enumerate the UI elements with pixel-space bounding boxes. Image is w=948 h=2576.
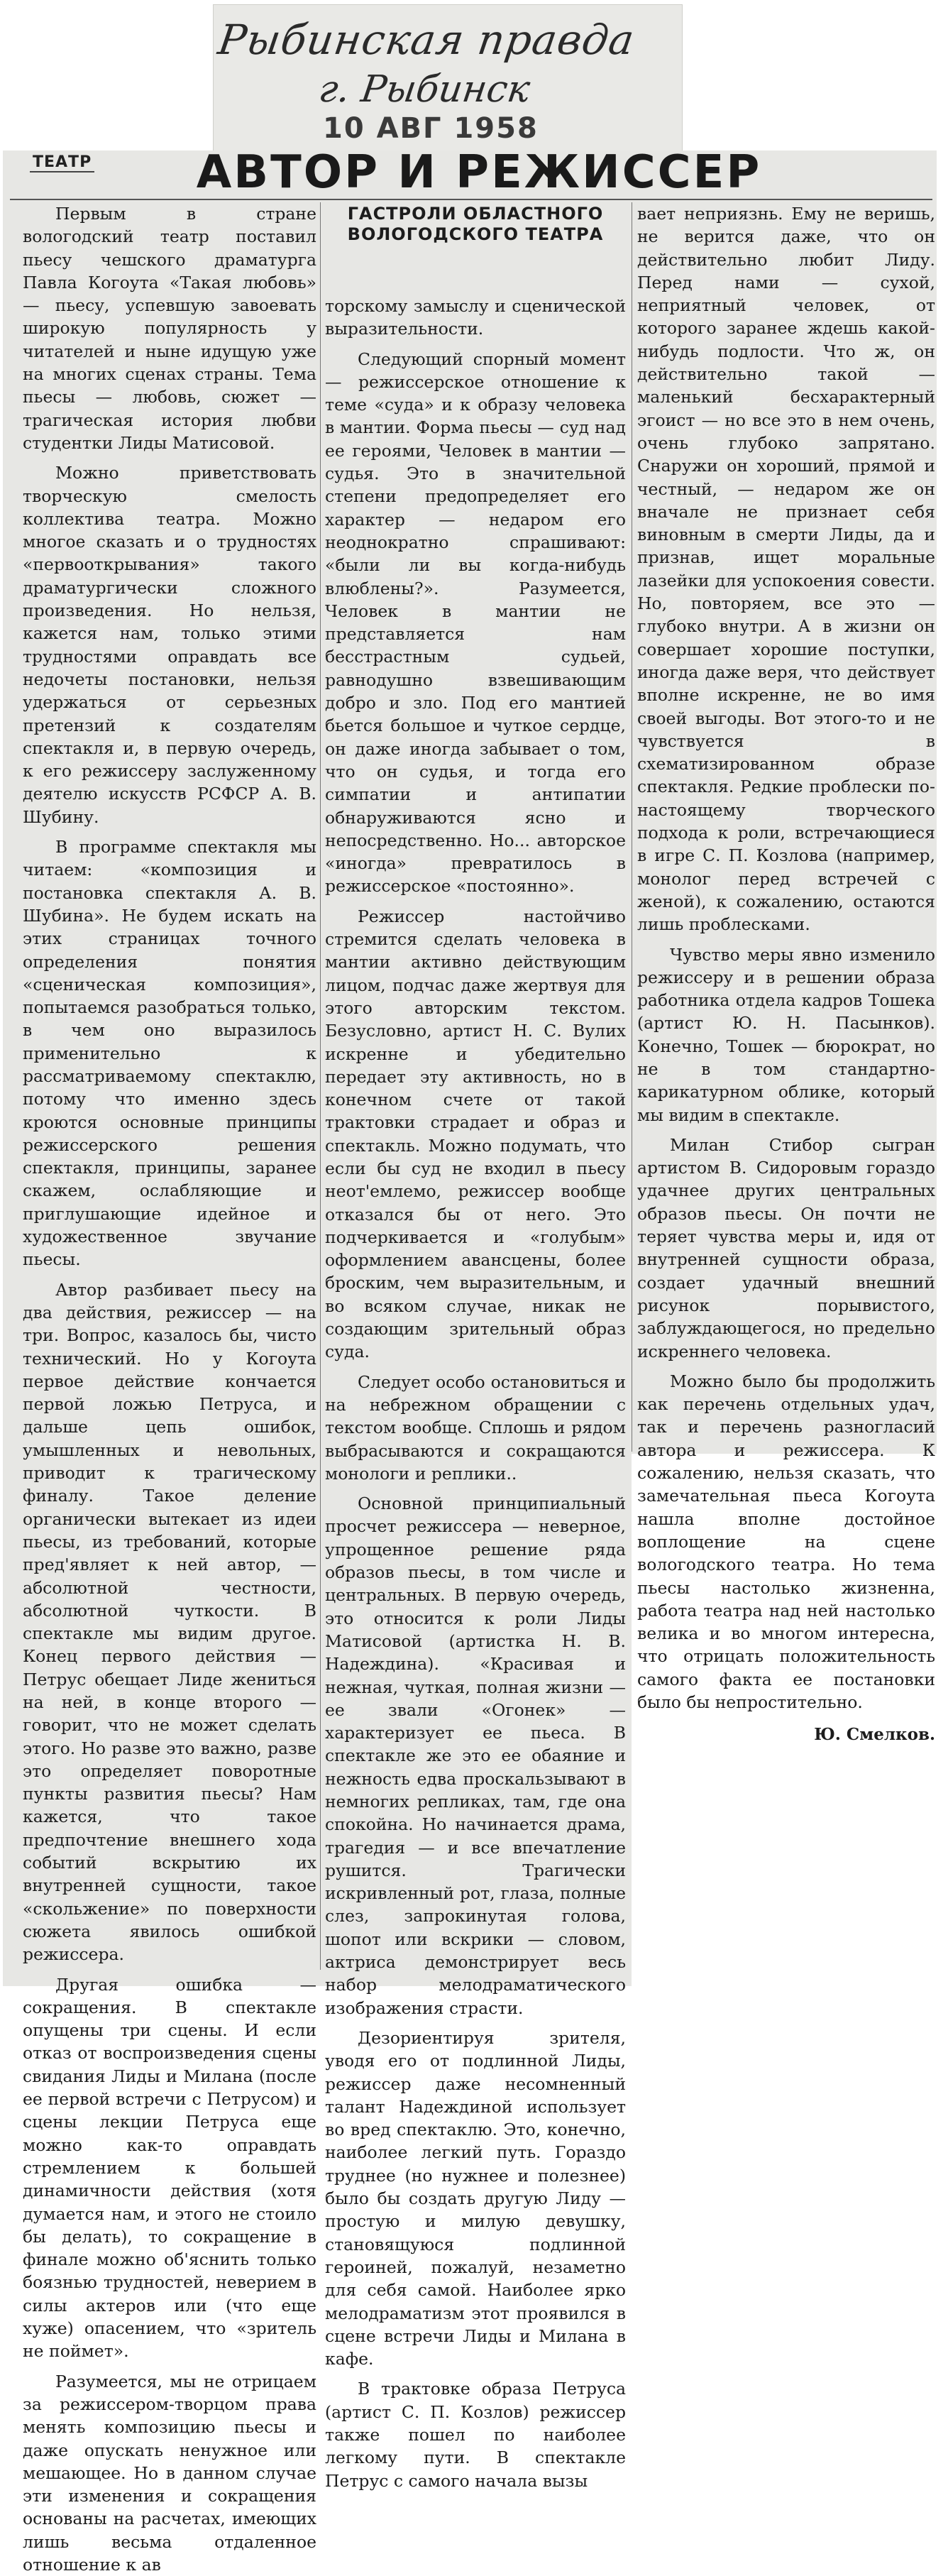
paragraph: Следующий спорный момент — режиссерское отношение к теме «суда» и к образу человека в мантии. Форма пьесы — суд над ее героями, Человек в мантии — судья. Это в значительной степени предопределяет его характер — недаром его неоднократно спрашивают: «были ли вы когда-нибудь влюблены?». Разумеется, Человек в мантии не представляется нам бесстрастным судьей, равнодушно взвешивающим добро и зло. Под его мантией бьется большое и чуткое сердце, он даже иногда забывает о том, что он судья, и тогда его симпатии и антипатии обнаруживаются ясно и непосредственно. Но... авторское «иногда» превратилось в режиссерское «постоянно».	[325, 349, 626, 897]
paragraph: торскому замыслу и сценической выразительности.	[325, 296, 626, 339]
handwritten-newspaper-name: Рыбинская правда	[215, 16, 638, 64]
paragraph: Можно приветствовать творческую смелость коллектива театра. Можно многое сказать и о трудностях «первооткрывания» такого драматургически сложного произведения. Но нельзя, кажется нам, только этими трудностями оправдать все недочеты постановки, нельзя удержаться от серьезных претензий к создателям спектакля и, в первую очередь, к его режиссеру заслуженному деятелю искусств РСФСР А. В. Шубину.	[23, 463, 316, 827]
article-column-1	[23, 202, 316, 2576]
subheadline-line: ГАСТРОЛИ ОБЛАСТНОГО	[347, 204, 604, 224]
article-headline: АВТОР И РЕЖИССЕР	[196, 146, 762, 199]
article-column-2	[325, 202, 626, 2492]
paragraph: Режиссер настойчиво стремится сделать человека в мантии активно действующим лицом, подчас даже жертвуя для этого авторским текстом. Безусловно, артист Н. С. Вулих искренне и убедительно передает эту активность, но в конечном счете от такой трактовки страдает и образ и спектакль. Можно подумать, что если бы суд не входил в пьесу неот'емлемо, режиссер вообще отказался бы от него. Это подчеркивается и «голубым» оформлением авансцены, более броским, чем выразительным, и во всяком случае, никак не создающим зрительный образ суда.	[325, 906, 626, 1362]
article-author: Ю. Смелков.	[814, 1725, 935, 1745]
paragraph: В программе спектакля мы читаем: «композиция и постановка спектакля А. В. Шубина». Не будем искать на этих страницах точного определения понятия «сценическая композиция», попытаемся разобраться только, в чем оно выразилось применительно к рассматриваемому спектаклю, потому что именно здесь кроются основные принципы режиссерского решения спектакля, принципы, заранее скажем, ослабляющие и приглушающие идейное и художественное звучание пьесы.	[23, 837, 316, 1270]
paragraph: В трактовке образа Петруса (артист С. П. Козлов) режиссер также пошел по наиболее легкому пути. В спектакле Петрус с самого начала вызы	[325, 2379, 626, 2491]
column-divider-1	[320, 202, 321, 1970]
paragraph: Основной принципиальный просчет режиссера — неверное, упрощенное решение ряда образов пьесы, в том числе и центральных. В первую очередь, это относится к роли Лиды Матисовой (артистка Н. В. Надеждина). «Красивая и нежная, чуткая, полная жизни — ее звали «Огонек» — характеризует ее пьеса. В спектакле же это ее обаяние и нежность едва проскальзывают в немногих репликах, там, где она спокойна. Но начинается драма, трагедия — и все впечатление рушится. Трагически искривленный рот, глаза, полные слез, запрокинутая голова, шопот или вскрики — словом, актриса демонстрирует весь набор мелодраматического изображения страсти.	[325, 1493, 626, 2018]
paragraph: Первым в стране вологодский театр поставил пьесу чешского драматурга Павла Когоута «Такая любовь» — пьесу, успевшую завоевать широкую популярность у читателей и ныне идущую уже на многих сценах страны. Тема пьесы — любовь, сюжет — трагическая история любви студентки Лиды Матисовой.	[23, 204, 316, 453]
paragraph: Можно было бы продолжить как перечень отдельных удач, так и перечень разногласий автора и режиссера. К сожалению, нельзя сказать, что замечательная пьеса Когоута нашла вполне достойное воплощение на сцене вологодского театра. Но тема пьесы настолько жизненна, работа театра над ней настолько велика и во многом интересна, что отрицать положительность самого факта ее постановки было бы непростительно.	[637, 1371, 935, 1712]
subheadline-line: ВОЛОГОДСКОГО ТЕАТРА	[347, 224, 604, 244]
article-subheadline	[325, 204, 626, 245]
paragraph: Автор разбивает пьесу на два действия, режиссер — на три. Вопрос, казалось бы, чисто технический. Но у Когоута первое действие кончается первой ложью Петруса, и дальше цепь ошибок, умышленных и невольных, приводит к трагическому финалу. Такое деление органически вытекает из идеи пьесы, из требований, которые пред'являет к ней автор, — абсолютной честности, абсолютной чуткости. В спектакле мы видим другое. Конец первого действия — Петрус обещает Лиде жениться на ней, в конце второго — говорит, что не может сделать этого. Но разве это важно, разве это определяет поворотные пункты развития пьесы? Нам кажется, что такое предпочтение внешнего хода событий вскрытию их внутренней сущности, такое «скольжение» по поверхности сюжета явилось ошибкой режиссера.	[23, 1279, 316, 1965]
paragraph: Дезориентируя зрителя, уводя его от подлинной Лиды, режиссер даже несомненный талант Надеждиной использует во вред спектаклю. Это, конечно, наиболее легкий путь. Гораздо труднее (но нужнее и полезнее) было бы создать другую Лиду — простую и милую девушку, становящуюся подлинной героиней, пожалуй, незаметно для себя самой. Наиболее ярко мелодраматизм этот проявился в сцене встречи Лиды и Милана в кафе.	[325, 2027, 626, 2369]
header-rule	[10, 199, 932, 200]
date-stamp: 10 АВГ 1958	[323, 112, 539, 145]
section-rubric: ТЕАТР	[30, 153, 94, 172]
paragraph: Следует особо остановиться и на небрежном обращении с текстом вообще. Сплошь и рядом выбрасываются и сокращаются монологи и реплики..	[325, 1371, 626, 1484]
paragraph: вает неприязнь. Ему не веришь, не верится даже, что он действительно любит Лиду. Перед нами — сухой, неприятный человек, от которого заранее ждешь какой-нибудь подлости. Что ж, он действительно такой — маленький бесхарактерный эгоист — но все это в нем очень, очень глубоко запрятано. Снаружи он хороший, прямой и честный, — недаром же он вначале не признает себя виновным в смерти Лиды, да и признав, ищет моральные лазейки для успокоения совести. Но, повторяем, все это — глубоко внутри. А в жизни он совершает хорошие поступки, иногда даже веря, что действует вполне искренне, не во имя своей выгоды. Вот этого-то и не чувствуется в схематизированном образе спектакля. Редкие проблески по-настоящему творческого подхода к роли, встречающиеся в игре С. П. Козлова (например, монолог перед встречей с женой), к сожалению, остаются лишь проблесками.	[637, 204, 935, 935]
article-column-3	[637, 202, 935, 1747]
paragraph: Разумеется, мы не отрицаем за режиссером-творцом права менять композицию пьесы и даже опускать ненужное или мешающее. Но в данном случае эти изменения и сокращения основаны на расчетах, имеющих лишь весьма отдаленное отношение к ав	[23, 2371, 316, 2575]
paragraph: Милан Стибор сыгран артистом В. Сидоровым гораздо удачнее других центральных образов пьесы. Он почти не теряет чувства меры и, идя от внутренней сущности образа, создает удачный внешний рисунок порывистого, заблуждающегося, но предельно искреннего человека.	[637, 1134, 935, 1361]
paragraph: Чувство меры явно изменило режиссеру и в решении образа работника отдела кадров Тошека (артист Ю. Н. Пасынков). Конечно, Тошек — бюрократ, но не в том стандартно-карикатурном облике, который мы видим в спектакле.	[637, 944, 935, 1125]
paragraph: Другая ошибка — сокращения. В спектакле опущены три сцены. И если отказ от воспроизведения сцены свидания Лиды и Милана (после ее первой встречи с Петрусом) и сцены лекции Петруса еще можно как-то оправдать стремлением к большей динамичности действия (хотя думается нам, и этого не стоило бы делать), то сокращение в финале можно об'яснить только боязнью трудностей, неверием в силы актеров или (что еще хуже) опасением, что «зритель не поймет».	[23, 1974, 316, 2362]
handwritten-city: г. Рыбинск	[316, 68, 533, 111]
